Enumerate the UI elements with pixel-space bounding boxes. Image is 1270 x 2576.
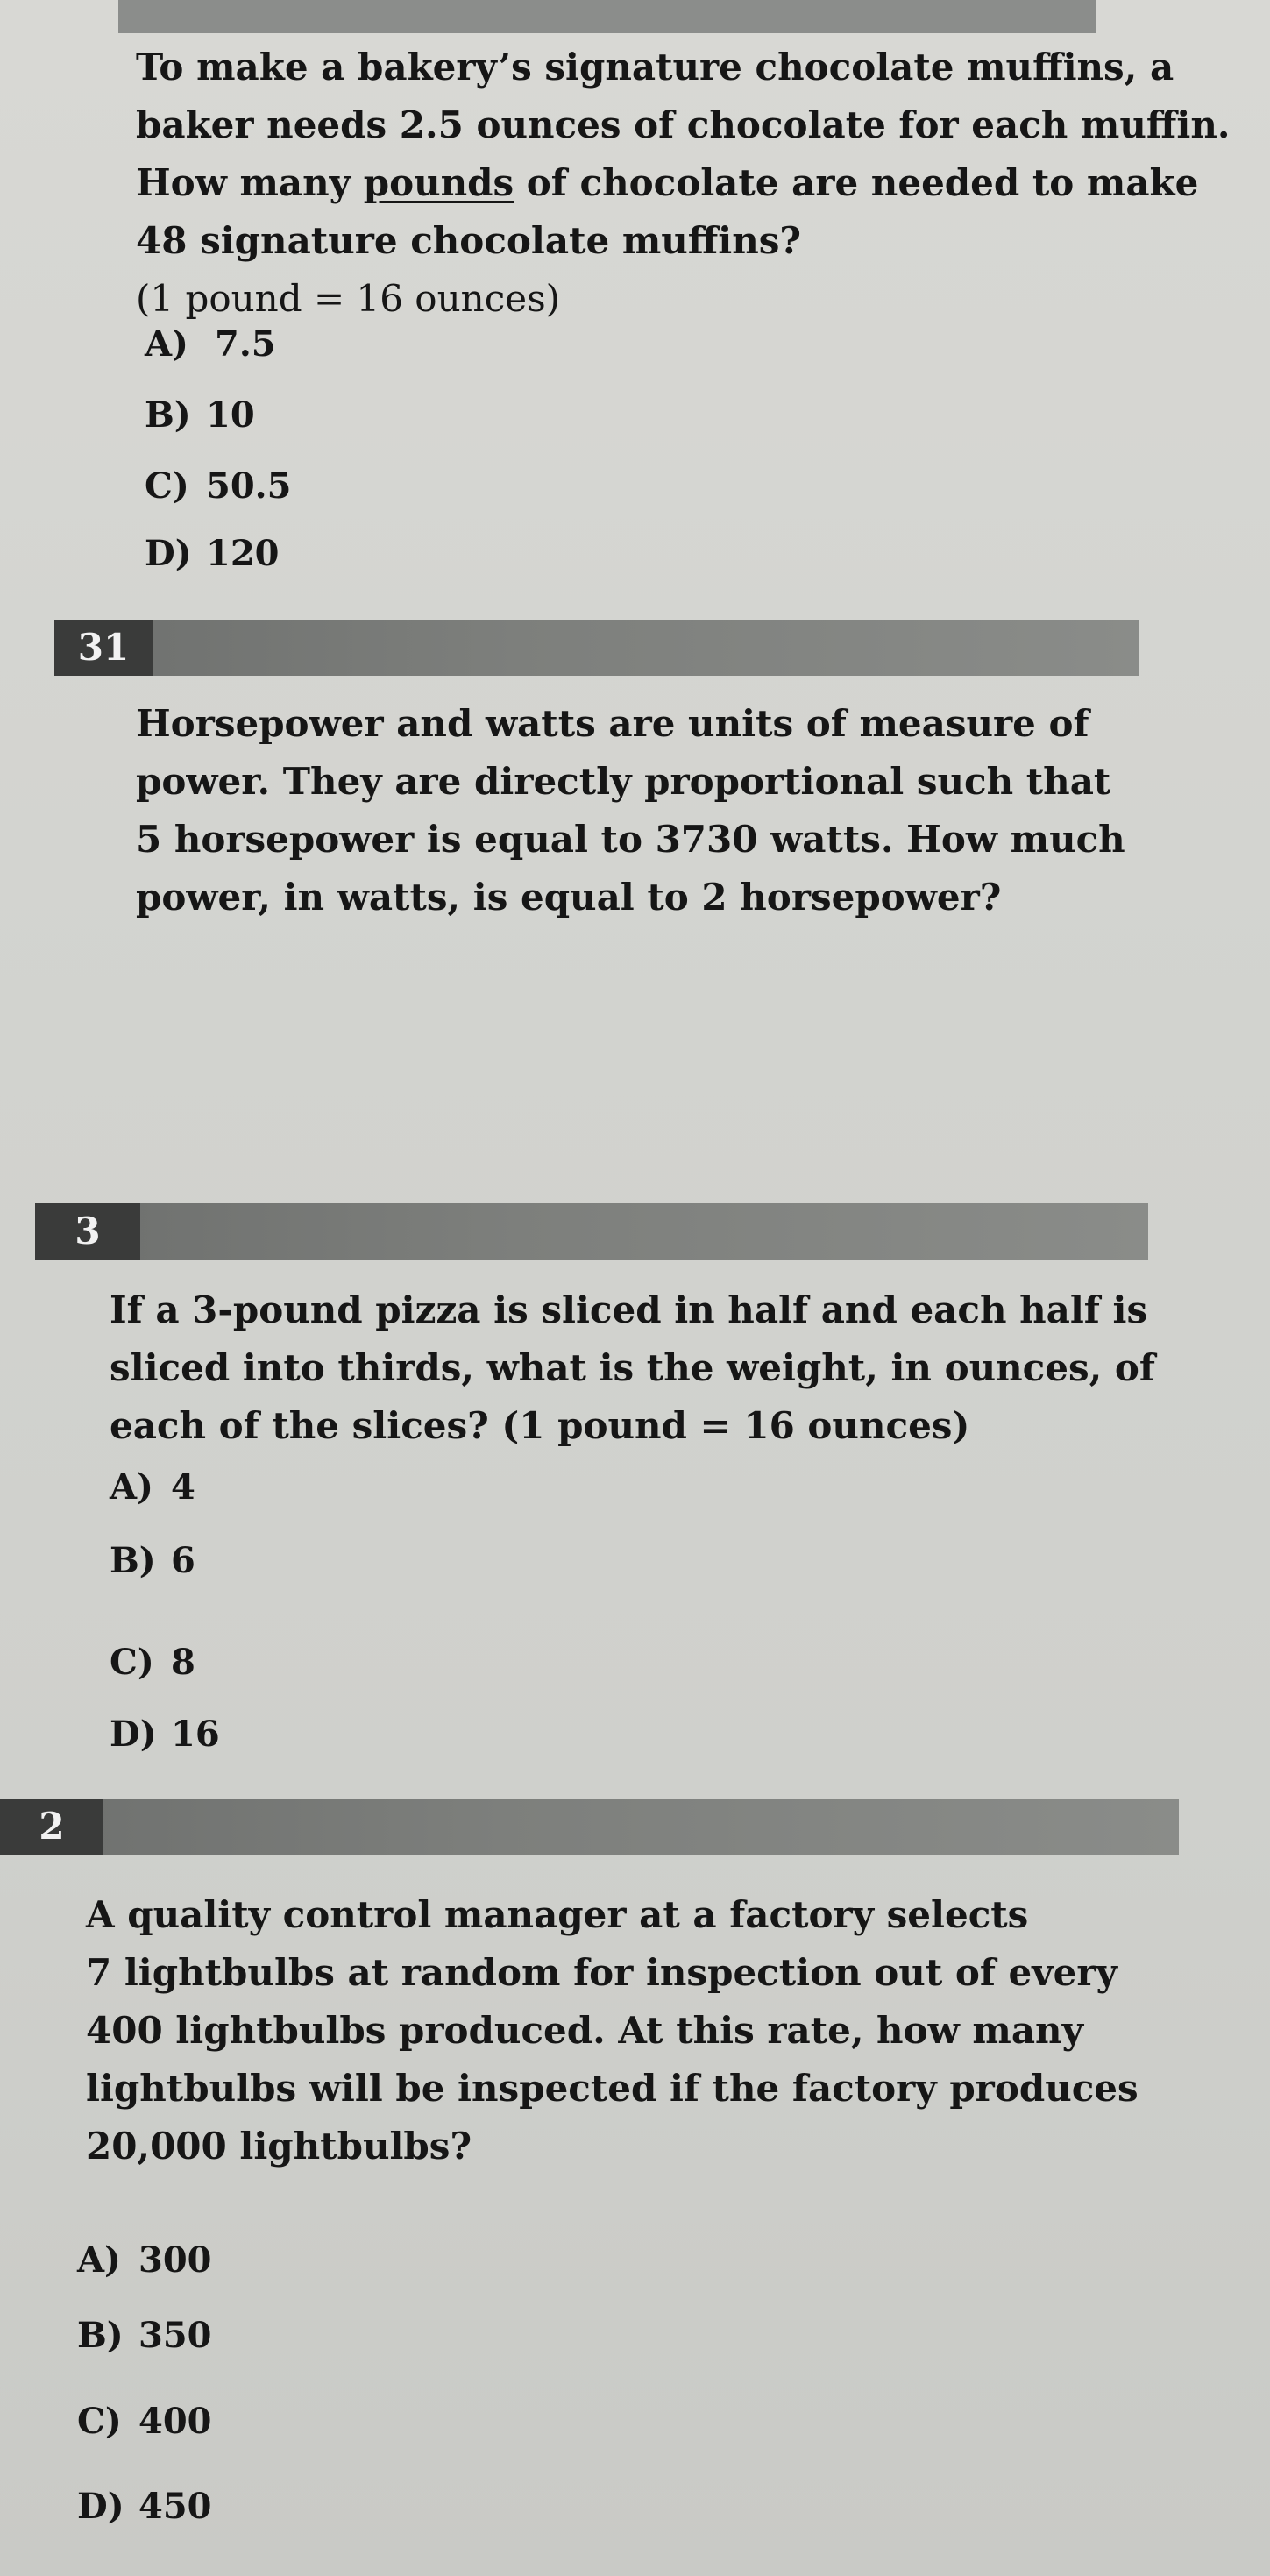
- question-line: baker needs 2.5 ounces of chocolate for each muffin.: [136, 103, 1231, 146]
- choice-b[interactable]: B) 6: [110, 1540, 195, 1581]
- question-line: Horsepower and watts are units of measure of: [136, 702, 1089, 745]
- page-top-strip: [118, 0, 1096, 33]
- question-line: (1 pound = 16 ounces): [136, 277, 561, 320]
- question-line: lightbulbs will be inspected if the factory produces: [86, 2067, 1139, 2110]
- question-muffins-text: [136, 39, 1231, 328]
- question-line: 48 signature chocolate muffins?: [136, 219, 802, 262]
- choice-c[interactable]: C) 400: [77, 2401, 212, 2442]
- underlined-word: pounds: [363, 161, 514, 204]
- choice-d[interactable]: D) 120: [145, 533, 280, 574]
- question-line: To make a bakery’s signature chocolate muffins, a: [136, 46, 1174, 89]
- choice-b[interactable]: B) 350: [77, 2315, 212, 2356]
- question-line: 400 lightbulbs produced. At this rate, how many: [86, 2009, 1083, 2052]
- question-line: 5 horsepower is equal to 3730 watts. How much: [136, 818, 1125, 861]
- choice-a[interactable]: A) 300: [77, 2239, 212, 2281]
- question-number: 3: [35, 1203, 140, 1260]
- question-31-text: [136, 695, 1125, 926]
- choice-d[interactable]: D) 16: [110, 1714, 220, 1755]
- question-line: 7 lightbulbs at random for inspection out of every: [86, 1951, 1117, 1994]
- question-number: 31: [54, 620, 153, 676]
- question-line: How many pounds of chocolate are needed to make: [136, 161, 1199, 204]
- question-2-text: [86, 1886, 1139, 2175]
- question-line: A quality control manager at a factory selects: [86, 1893, 1029, 1936]
- question-line: each of the slices? (1 pound = 16 ounces): [110, 1404, 970, 1447]
- question-line: sliced into thirds, what is the weight, in ounces, of: [110, 1346, 1155, 1389]
- choice-c[interactable]: C) 8: [110, 1642, 195, 1683]
- choice-b[interactable]: B) 10: [145, 394, 255, 436]
- question-31-header-bar: [101, 620, 1139, 676]
- choice-c[interactable]: C) 50.5: [145, 465, 292, 507]
- choice-d[interactable]: D) 450: [77, 2486, 212, 2527]
- question-line: power. They are directly proportional such that: [136, 760, 1111, 803]
- question-3-text: [110, 1281, 1155, 1455]
- question-line: 20,000 lightbulbs?: [86, 2125, 472, 2168]
- question-line: If a 3-pound pizza is sliced in half and each half is: [110, 1288, 1148, 1331]
- choice-a[interactable]: A) 7.5: [145, 323, 276, 365]
- choice-a[interactable]: A) 4: [110, 1466, 195, 1508]
- question-2-header-bar: [53, 1799, 1179, 1855]
- question-line: power, in watts, is equal to 2 horsepower?: [136, 876, 1002, 919]
- question-3-header-bar: [96, 1203, 1148, 1260]
- question-number: 2: [0, 1799, 103, 1855]
